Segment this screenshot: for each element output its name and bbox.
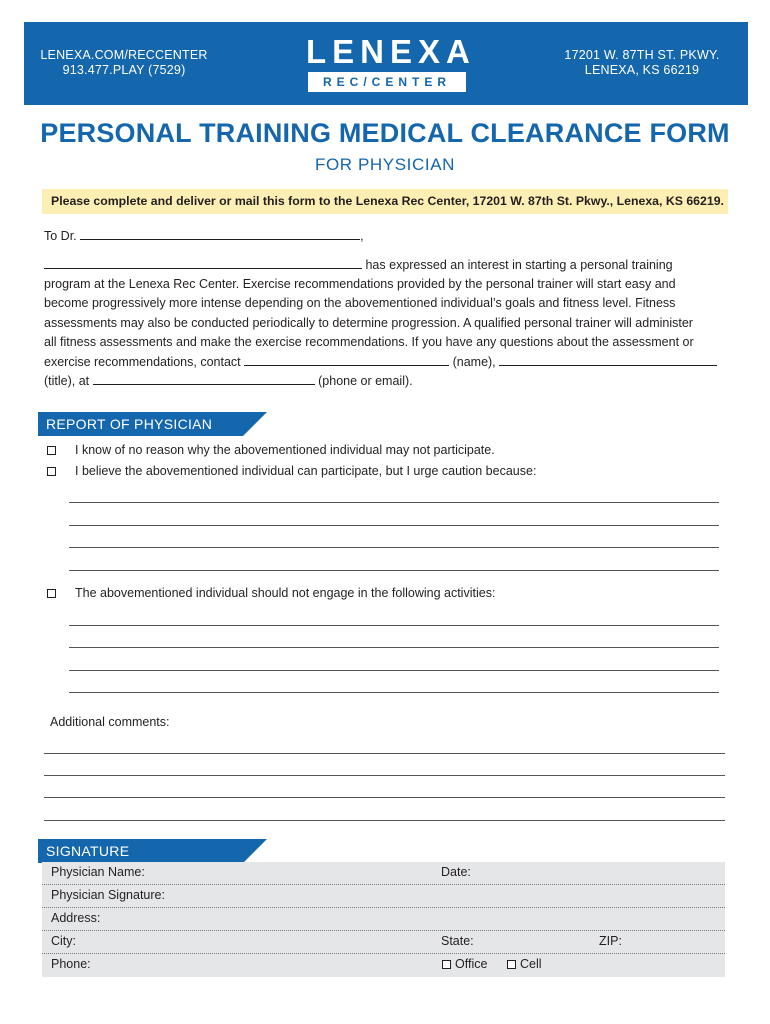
zip-label: ZIP:: [599, 934, 622, 948]
comments-line-1[interactable]: [44, 753, 725, 754]
letter-line-3: become progressively more intense depending on the abovementioned individual’s goals and fitness level. Fitness: [44, 296, 676, 310]
comments-line-4[interactable]: [44, 820, 725, 821]
report-heading: REPORT OF PHYSICIAN: [38, 412, 243, 436]
header-banner: [24, 22, 748, 105]
comments-label: Additional comments:: [50, 715, 170, 729]
to-dr-comma: ,: [360, 229, 364, 243]
header-phone: 913.477.PLAY (7529): [62, 63, 186, 77]
physician-name-label: Physician Name:: [51, 865, 145, 879]
header-city: LENEXA, KS 66219: [584, 63, 700, 77]
option-restrict-activities: The abovementioned individual should not engage in the following activities:: [75, 586, 496, 600]
signature-heading: SIGNATURE: [38, 839, 243, 863]
instruction-banner: Please complete and deliver or mail this form to the Lenexa Rec Center, 17201 W. 87th St. Pkwy., Lenexa, KS 66219.: [42, 189, 728, 214]
caution-line-1[interactable]: [69, 502, 719, 503]
sig-row-signature[interactable]: [42, 885, 725, 908]
contact-label: exercise recommendations, contact: [44, 355, 241, 369]
contact-phone-email-field[interactable]: [93, 373, 315, 385]
office-label: Office: [455, 957, 488, 971]
header-contact: [24, 48, 224, 78]
phone-label: Phone:: [51, 957, 91, 971]
name-label: (name),: [452, 355, 496, 369]
doctor-name-field[interactable]: [80, 228, 360, 240]
phone-email-label: (phone or email).: [318, 374, 413, 388]
caution-checkbox[interactable]: [47, 467, 56, 476]
cell-checkbox[interactable]: [507, 960, 516, 969]
letter-line-2: program at the Lenexa Rec Center. Exercise recommendations provided by the personal trainer will start easy and: [44, 277, 676, 291]
signature-panel: [42, 862, 725, 977]
contact-name-field[interactable]: [244, 354, 449, 366]
letter-line-1: [44, 256, 673, 276]
letter-line-1-text: has expressed an interest in starting a personal training: [365, 258, 673, 272]
no-reason-checkbox[interactable]: [47, 446, 56, 455]
caution-line-3[interactable]: [69, 547, 719, 548]
activities-line-3[interactable]: [69, 670, 719, 671]
activities-line-1[interactable]: [69, 625, 719, 626]
sig-row-address[interactable]: [42, 908, 725, 931]
sig-row-phone[interactable]: [42, 954, 725, 977]
title-at-label: (title), at: [44, 374, 90, 388]
caution-line-4[interactable]: [69, 570, 719, 571]
activities-line-4[interactable]: [69, 692, 719, 693]
header-website: LENEXA.COM/RECCENTER: [40, 48, 208, 62]
to-dr-label: To Dr.: [44, 229, 77, 243]
sig-row-name[interactable]: [42, 862, 725, 885]
city-label: City:: [51, 934, 76, 948]
option-caution: I believe the abovementioned individual can participate, but I urge caution because:: [75, 464, 537, 478]
lenexa-logo: [306, 33, 476, 96]
comments-line-3[interactable]: [44, 797, 725, 798]
caution-line-2[interactable]: [69, 525, 719, 526]
logo-wordmark: LENEXA: [306, 33, 476, 70]
header-street: 17201 W. 87TH ST. PKWY.: [564, 48, 720, 62]
state-label: State:: [441, 934, 474, 948]
cell-label: Cell: [520, 957, 542, 971]
restrict-activities-checkbox[interactable]: [47, 589, 56, 598]
header-address: [536, 48, 748, 78]
sig-row-city[interactable]: [42, 931, 725, 954]
option-no-reason: I know of no reason why the abovementioned individual may not participate.: [75, 443, 495, 457]
form-title: PERSONAL TRAINING MEDICAL CLEARANCE FORM: [40, 118, 730, 148]
address-label: Address:: [51, 911, 101, 925]
contact-title-field[interactable]: [499, 354, 717, 366]
letter-line-6: [44, 353, 717, 373]
activities-line-2[interactable]: [69, 647, 719, 648]
office-checkbox[interactable]: [442, 960, 451, 969]
to-dr-line: [44, 227, 364, 247]
comments-line-2[interactable]: [44, 775, 725, 776]
logo-subtext: REC/CENTER: [308, 72, 466, 92]
form-subtitle: FOR PHYSICIAN: [314, 155, 456, 174]
letter-line-5: all fitness assessments and make the exercise recommendations. If you have any questions about the assessment or: [44, 335, 694, 349]
date-label: Date:: [441, 865, 471, 879]
physician-signature-label: Physician Signature:: [51, 888, 165, 902]
individual-name-field[interactable]: [44, 257, 362, 269]
letter-line-4: assessments may also be conducted periodically to determine progression. A qualified personal trainer will administer: [44, 316, 693, 330]
letter-line-7: [44, 372, 413, 392]
